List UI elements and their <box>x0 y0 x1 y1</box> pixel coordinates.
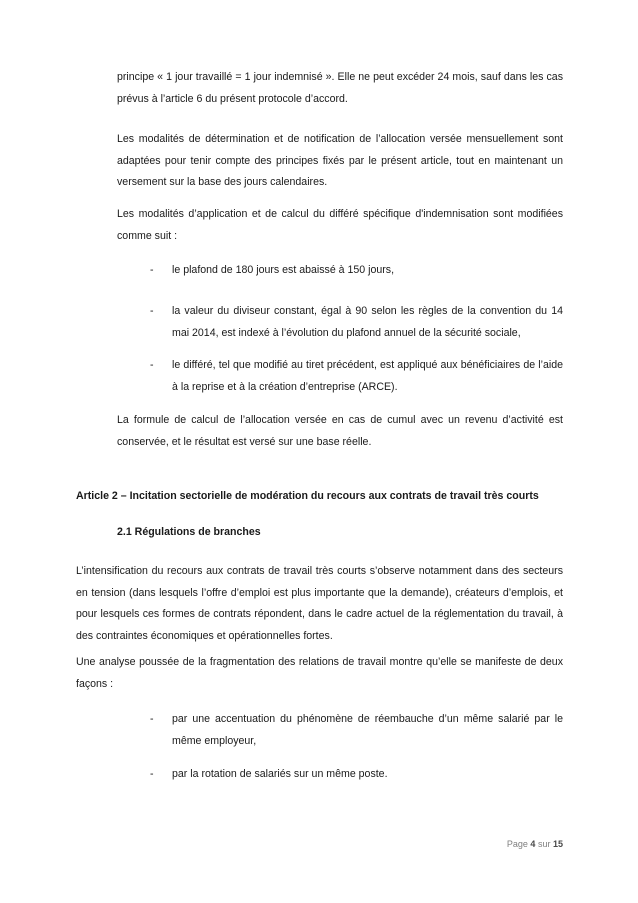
bullet-item: la valeur du diviseur constant, égal à 90 selon les règles de la convention du 14 mai 2014, est indexé à l’évolution du plafond annuel de la sécurité sociale, <box>172 305 563 339</box>
bullet-marker: - <box>150 768 154 780</box>
section-subheading: 2.1 Régulations de branches <box>117 526 261 538</box>
paragraph-4: La formule de calcul de l’allocation versée en cas de cumul avec un revenu d’activité est conservée, et le résultat est versé sur une base réelle. <box>117 414 563 448</box>
total-pages: 15 <box>552 839 563 849</box>
bullet-item: par la rotation de salariés sur un même poste. <box>172 768 388 780</box>
bullet-marker: - <box>150 713 154 725</box>
bullet-marker: - <box>150 264 154 276</box>
paragraph-2: Les modalités de détermination et de notification de l’allocation versée mensuellement sont adaptées pour tenir compte des principes fixés par le présent article, tout en maintenant un versement sur la base des jours calendaires. <box>117 133 563 188</box>
article-heading: Article 2 – Incitation sectorielle de modération du recours aux contrats de travail très courts <box>76 490 539 502</box>
bullet-marker: - <box>150 305 154 317</box>
paragraph-5: L’intensification du recours aux contrats de travail très courts s’observe notamment dans des secteurs en tension (dans lesquels l’offre d’emploi est plus importante que la demande), créateurs d’emplois, et pour lesquels ces formes de contrats répondent, dans le cadre actuel de la réglementation du travail, à des contraintes économiques et opérationnelles fortes. <box>76 565 563 642</box>
page-label: Page <box>506 839 528 849</box>
page-footer <box>507 839 563 849</box>
paragraph-3: Les modalités d’application et de calcul du différé spécifique d'indemnisation sont modifiées comme suit : <box>117 208 563 242</box>
of-label: sur <box>537 839 551 849</box>
bullet-item: par une accentuation du phénomène de réembauche d’un même salarié par le même employeur, <box>172 713 563 747</box>
paragraph-6: Une analyse poussée de la fragmentation des relations de travail montre qu’elle se manifeste de deux façons : <box>76 656 563 690</box>
paragraph-1: principe « 1 jour travaillé = 1 jour indemnisé ». Elle ne peut excéder 24 mois, sauf dans les cas prévus à l’article 6 du présent protocole d’accord. <box>117 71 563 105</box>
bullet-item: le différé, tel que modifié au tiret précédent, est appliqué aux bénéficiaires de l’aide à la reprise et à la création d’entreprise (ARCE). <box>172 359 563 393</box>
bullet-marker: - <box>150 359 154 371</box>
page-number: 4 <box>530 839 536 849</box>
bullet-item: le plafond de 180 jours est abaissé à 150 jours, <box>172 264 395 276</box>
